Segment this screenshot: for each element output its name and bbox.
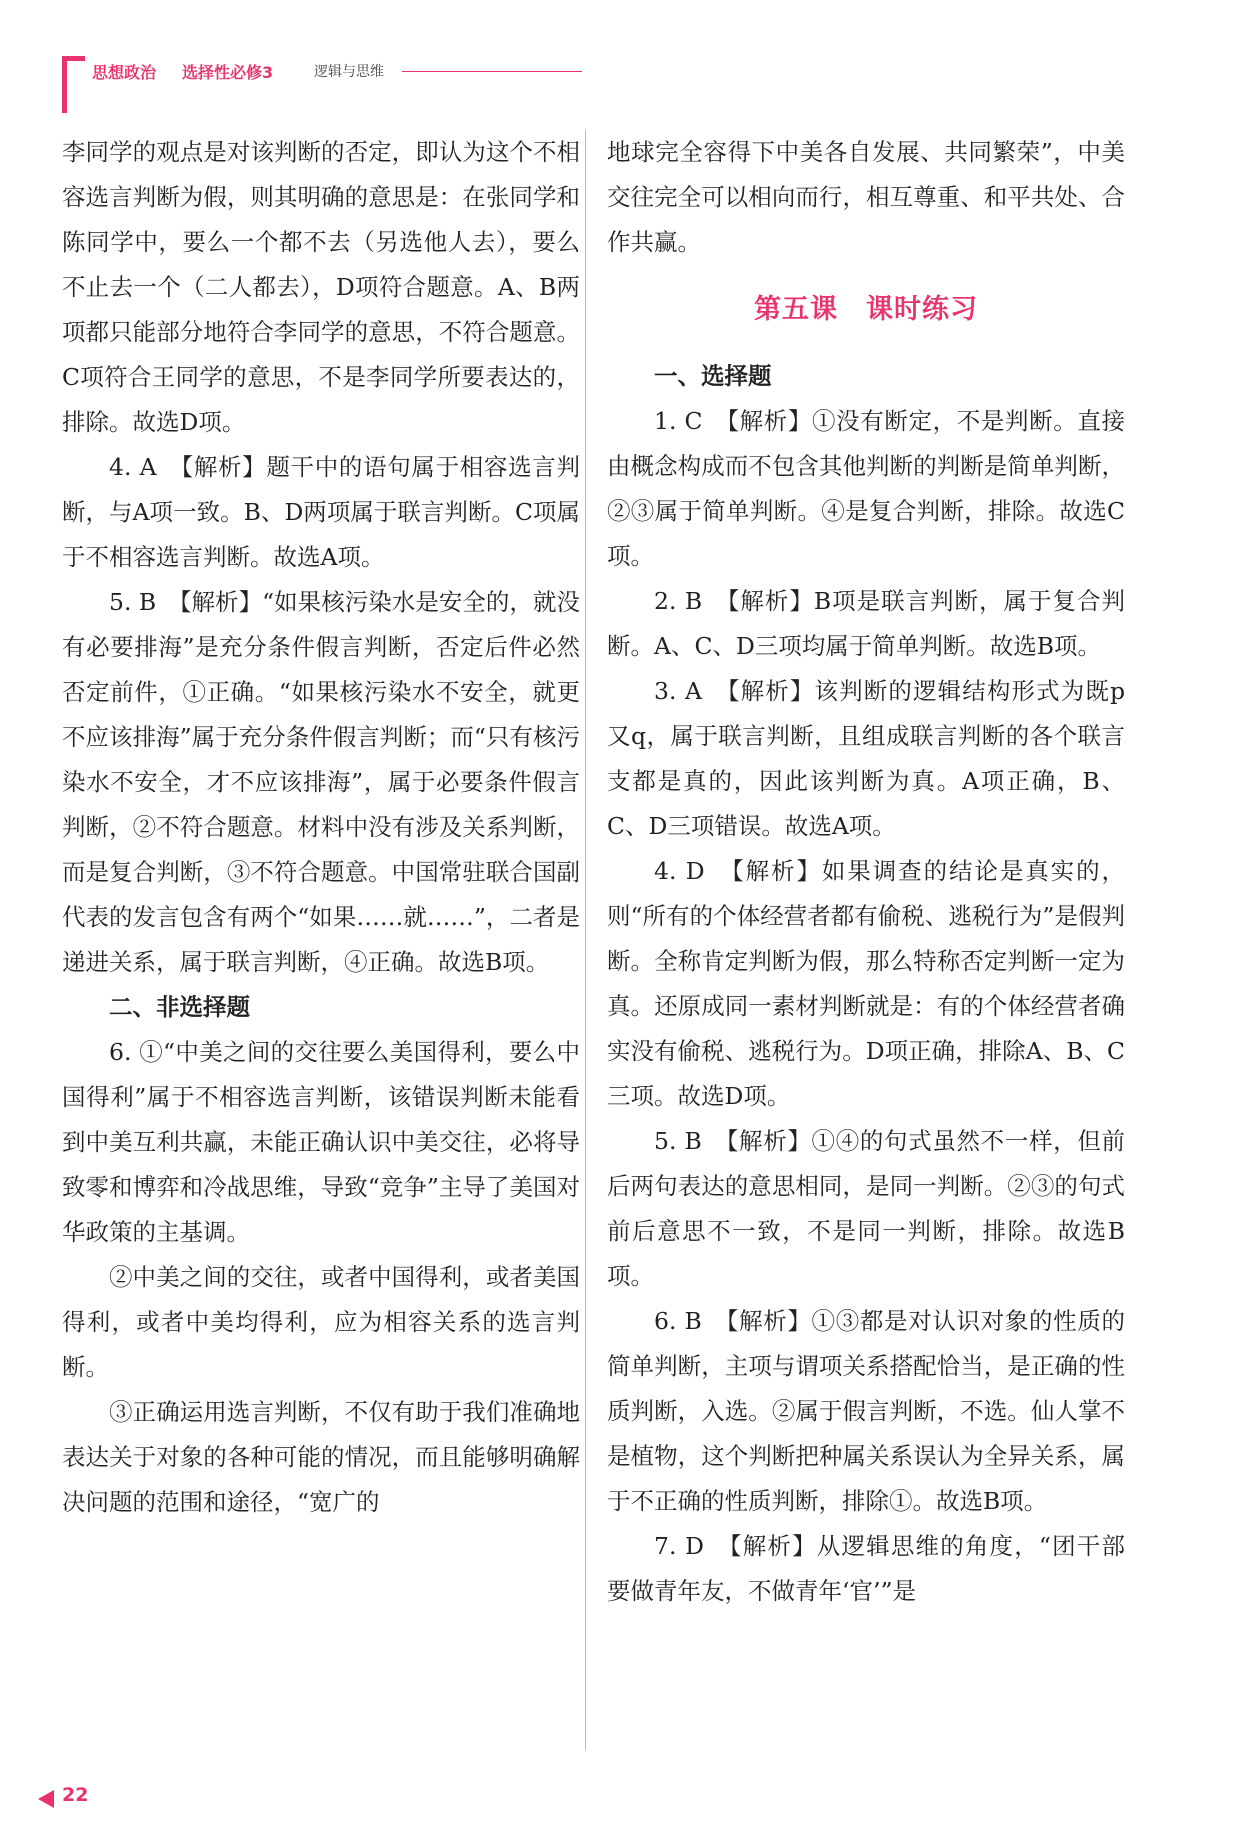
section-heading-nonchoice: 二、非选择题 bbox=[109, 993, 250, 1021]
answer-6-part-1: 6. ①“中美之间的交往要么美国得利，要么中国得利”属于不相容选言判断，该错误判断未能看到中美互利共赢，未能正确认识中美交往，必将导致零和博弈和冷战思维，导致“竞争”主导了美国对华政策的主基调。 bbox=[62, 1038, 580, 1246]
answer-7: 7. D 【解析】从逻辑思维的角度，“团干部要做青年友，不做青年‘官’”是 bbox=[607, 1532, 1125, 1605]
answer-5: 5. B 【解析】①④的句式虽然不一样，但前后两句表达的意思相同，是同一判断。②③的句式前后意思不一致，不是同一判断，排除。故选B项。 bbox=[607, 1127, 1125, 1290]
column-divider bbox=[585, 130, 586, 1750]
answer-5: 5. B 【解析】“如果核污染水是安全的，就没有必要排海”是充分条件假言判断，否定后件必然否定前件，①正确。“如果核污染水不安全，就更不应该排海”属于充分条件假言判断；而“只有核污染水不安全，才不应该排海”，属于必要条件假言判断，②不符合题意。材料中没有涉及关系判断，而是复合判断，③不符合题意。中国常驻联合国副代表的发言包含有两个“如果……就……”，二者是递进关系，属于联言判断，④正确。故选B项。 bbox=[62, 588, 580, 976]
section-heading-choice: 一、选择题 bbox=[654, 362, 772, 390]
header-topic: 逻辑与思维 bbox=[314, 64, 384, 80]
answer-4: 4. D 【解析】如果调查的结论是真实的，则“所有的个体经营者都有偷税、逃税行为”是假判断。全称肯定判断为假，那么特称否定判断一定为真。还原成同一素材判断就是：有的个体经营者确实没有偷税、逃税行为。D项正确，排除A、B、C三项。故选D项。 bbox=[607, 857, 1125, 1110]
header-subject: 思想政治 bbox=[92, 63, 157, 82]
triangle-left-icon bbox=[38, 1790, 54, 1808]
header-bracket-decoration bbox=[62, 56, 85, 113]
page-number: 22 bbox=[62, 1784, 89, 1806]
answer-1: 1. C 【解析】①没有断定，不是判断。直接由概念构成而不包含其他判断的判断是简单判断，②③属于简单判断。④是复合判断，排除。故选C项。 bbox=[607, 407, 1125, 570]
answer-3: 3. A 【解析】该判断的逻辑结构形式为既p又q，属于联言判断，且组成联言判断的各个联言支都是真的，因此该判断为真。A项正确，B、C、D三项错误。故选A项。 bbox=[607, 677, 1125, 840]
answer-6: 6. B 【解析】①③都是对认识对象的性质的简单判断，主项与谓项关系搭配恰当，是正确的性质判断，入选。②属于假言判断，不选。仙人掌不是植物，这个判断把种属关系误认为全异关系，属于不正确的性质判断，排除①。故选B项。 bbox=[607, 1307, 1125, 1515]
answer-6-part-2: ②中美之间的交往，或者中国得利，或者美国得利，或者中美均得利，应为相容关系的选言判断。 bbox=[62, 1263, 580, 1381]
running-header bbox=[52, 50, 552, 110]
paragraph: 李同学的观点是对该判断的否定，即认为这个不相容选言判断为假，则其明确的意思是：在张同学和陈同学中，要么一个都不去（另选他人去），要么不止去一个（二人都去），D项符合题意。A、B两项都只能部分地符合李同学的意思，不符合题意。C项符合王同学的意思，不是李同学所要表达的，排除。故选D项。 bbox=[62, 138, 580, 436]
answer-6-part-3: ③正确运用选言判断，不仅有助于我们准确地表达关于对象的各种可能的情况，而且能够明确解决问题的范围和途径，“宽广的 bbox=[62, 1398, 580, 1516]
paragraph: 地球完全容得下中美各自发展、共同繁荣”，中美交往完全可以相向而行，相互尊重、和平共处、合作共赢。 bbox=[607, 138, 1125, 256]
lesson-title: 第五课 课时练习 bbox=[754, 294, 978, 325]
right-column bbox=[607, 130, 1125, 1614]
answer-4: 4. A 【解析】题干中的语句属于相容选言判断，与A项一致。B、D两项属于联言判断。C项属于不相容选言判断。故选A项。 bbox=[62, 453, 580, 571]
header-book: 选择性必修3 bbox=[182, 63, 274, 82]
answer-2: 2. B 【解析】B项是联言判断，属于复合判断。A、C、D三项均属于简单判断。故选B项。 bbox=[607, 587, 1125, 660]
left-column bbox=[62, 130, 580, 1525]
header-rule bbox=[402, 71, 582, 72]
